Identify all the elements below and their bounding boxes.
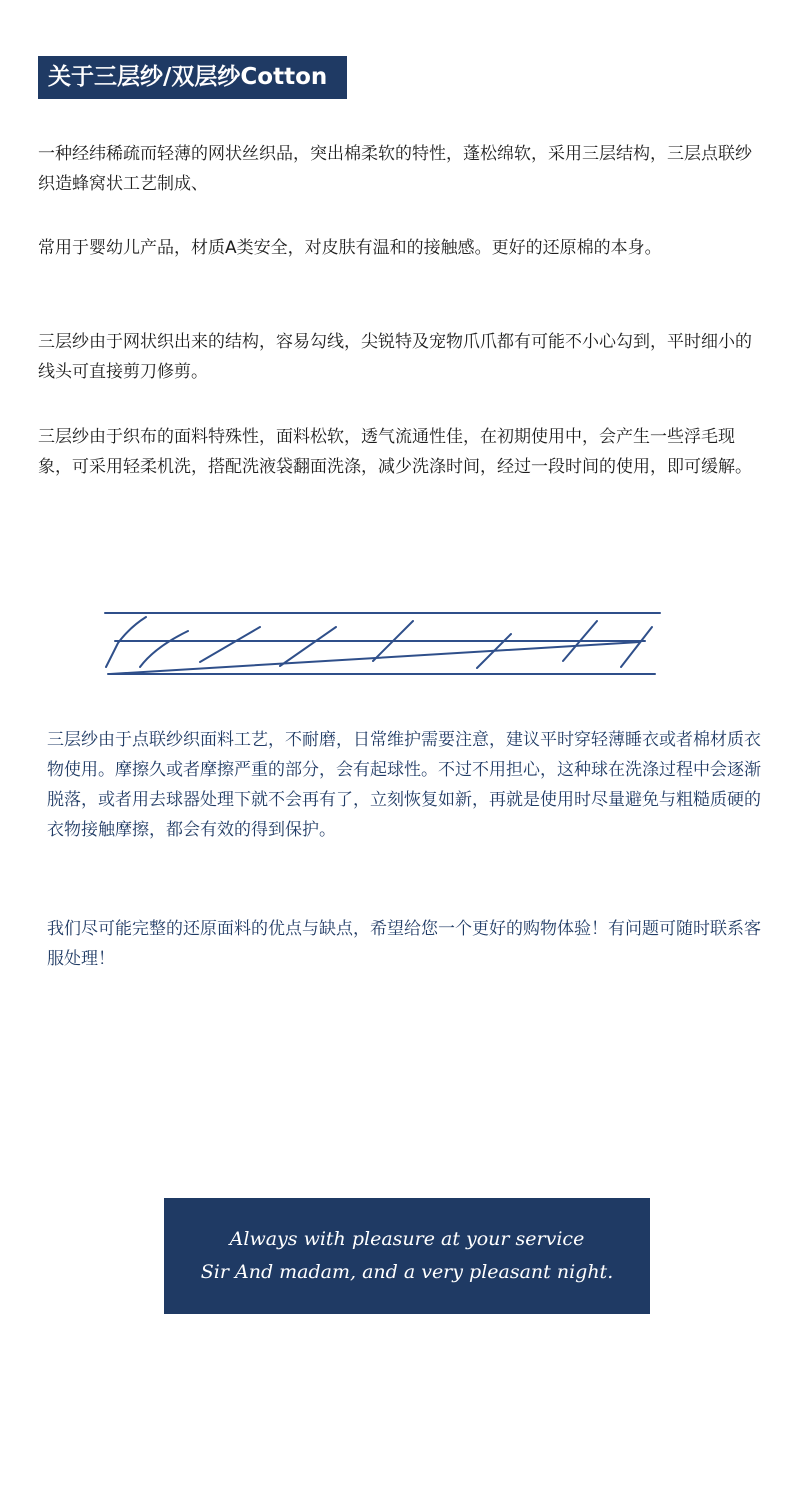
pilling-care-paragraph: 三层纱由于点联纱织面料工艺，不耐磨，日常维护需要注意，建议平时穿轻薄睡衣或者棉材质衣物使用。摩擦久或者摩擦严重的部分，会有起球性。不过不用担心，这种球在洗涤过程中会逐渐脱落，或者用去球器处理下就不会再有了，立刻恢复如新，再就是使用时尽量避免与粗糙质硬的衣物接触摩擦，都会有效的得到保护。	[47, 730, 761, 840]
lint-care-paragraph: 三层纱由于织布的面料特殊性，面料松软，透气流通性佳，在初期使用中，会产生一些浮毛现象，可采用轻柔机洗，搭配洗液袋翻面洗涤，减少洗涤时间，经过一段时间的使用，即可缓解。	[38, 427, 752, 477]
diagram-stitch-3	[200, 627, 260, 662]
closing-paragraph: 我们尽可能完整的还原面料的优点与缺点，希望给您一个更好的购物体验！有问题可随时联系客服处理！	[47, 919, 761, 969]
footer-banner	[164, 1198, 650, 1314]
page-title: 关于三层纱/双层纱Cotton	[38, 56, 347, 99]
footer-line-2: Sir And madam, and a very pleasant night.	[200, 1261, 614, 1283]
intro-paragraph: 一种经纬稀疏而轻薄的网状丝织品，突出棉柔软的特性，蓬松绵软，采用三层结构，三层点联纱织造蜂窝状工艺制成、	[38, 144, 752, 194]
snag-care-paragraph: 三层纱由于网状织出来的结构，容易勾线，尖锐特及宠物爪爪都有可能不小心勾到，平时细小的线头可直接剪刀修剪。	[38, 332, 752, 382]
diagram-stitch-8	[621, 627, 652, 667]
footer-line-1: Always with pleasure at your service	[229, 1228, 585, 1250]
diagram-stitch-2	[140, 631, 188, 667]
fabric-structure-diagram	[100, 605, 670, 685]
usage-paragraph: 常用于婴幼儿产品，材质A类安全，对皮肤有温和的接触感。更好的还原棉的本身。	[38, 238, 662, 258]
